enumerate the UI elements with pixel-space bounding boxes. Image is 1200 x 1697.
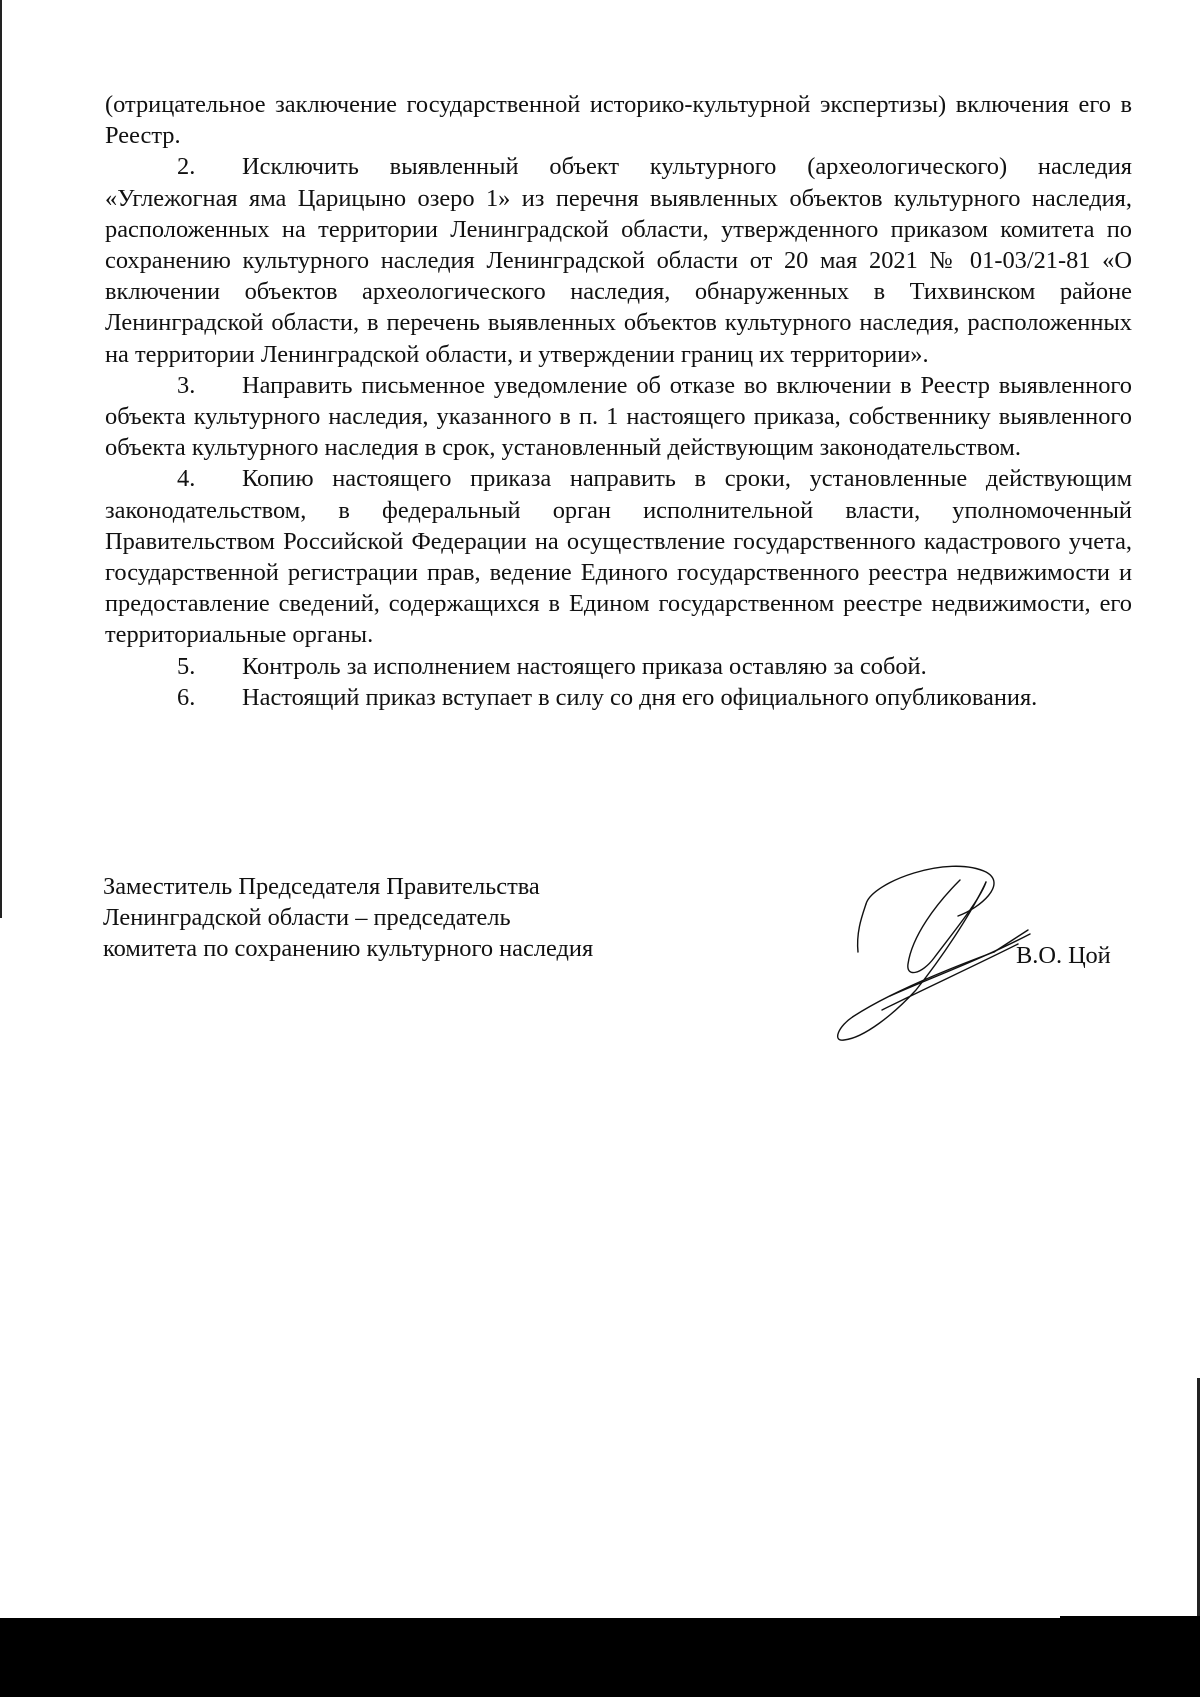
signatory-position	[103, 871, 593, 964]
item-text: Настоящий приказ вступает в силу со дня его официального опубликования.	[242, 683, 1038, 711]
item-number: 3.	[177, 371, 196, 399]
item-number: 4.	[177, 465, 196, 493]
order-item-5	[105, 651, 1132, 682]
scan-bottom-band	[0, 1618, 1200, 1697]
position-line: комитета по сохранению культурного наследия	[103, 935, 594, 962]
item-number: 6.	[177, 683, 196, 711]
order-item-4	[105, 463, 1132, 650]
position-line: Ленинградской области – председатель	[103, 904, 511, 931]
intro-paragraph: (отрицательное заключение государственной историко-культурной экспертизы) включения его в Реестр.	[105, 91, 1132, 150]
position-line: Заместитель Председателя Правительства	[103, 873, 540, 900]
order-body	[105, 89, 1132, 713]
item-text: Контроль за исполнением настоящего приказа оставляю за собой.	[242, 652, 927, 680]
scan-edge-left	[0, 0, 2, 918]
item-text: Копию настоящего приказа направить в сроки, установленные действующим законодательством, в федеральный орган исполнительной власти, уполномоченный Правительством Российской Федерации на осуществление государственного кадастрового учета, государственной регистрации прав, ведение Единого государственного реестра недвижимости и предоставление сведений, содержащихся в Едином государственном реестре недвижимости, его территориальные органы.	[105, 465, 1132, 649]
item-text: Исключить выявленный объект культурного (археологического) наследия «Углежогная яма Царицыно озеро 1» из перечня выявленных объектов культурного наследия, расположенных на территории Ленинградской области, утвержденного приказом комитета по сохранению культурного наследия Ленинградской области от 20 мая 2021 № 01-03/21-81 «О включении объектов археологического наследия, обнаруженных в Тихвинском районе Ленинградской области, в перечень выявленных объектов культурного наследия, расположенных на территории Ленинградской области, и утверждении границ их территории».	[105, 153, 1132, 368]
order-item-3	[105, 370, 1132, 464]
item-text: Направить письменное уведомление об отказе во включении в Реестр выявленного объекта культурного наследия, указанного в п. 1 настоящего приказа, собственнику выявленного объекта культурного наследия в срок, установленный действующим законодательством.	[105, 371, 1132, 462]
item-number: 2.	[177, 153, 196, 181]
item-number: 5.	[177, 652, 196, 680]
signer-name: В.О. Цой	[1016, 942, 1111, 969]
order-item-6	[105, 682, 1132, 713]
order-item-2	[105, 151, 1132, 369]
